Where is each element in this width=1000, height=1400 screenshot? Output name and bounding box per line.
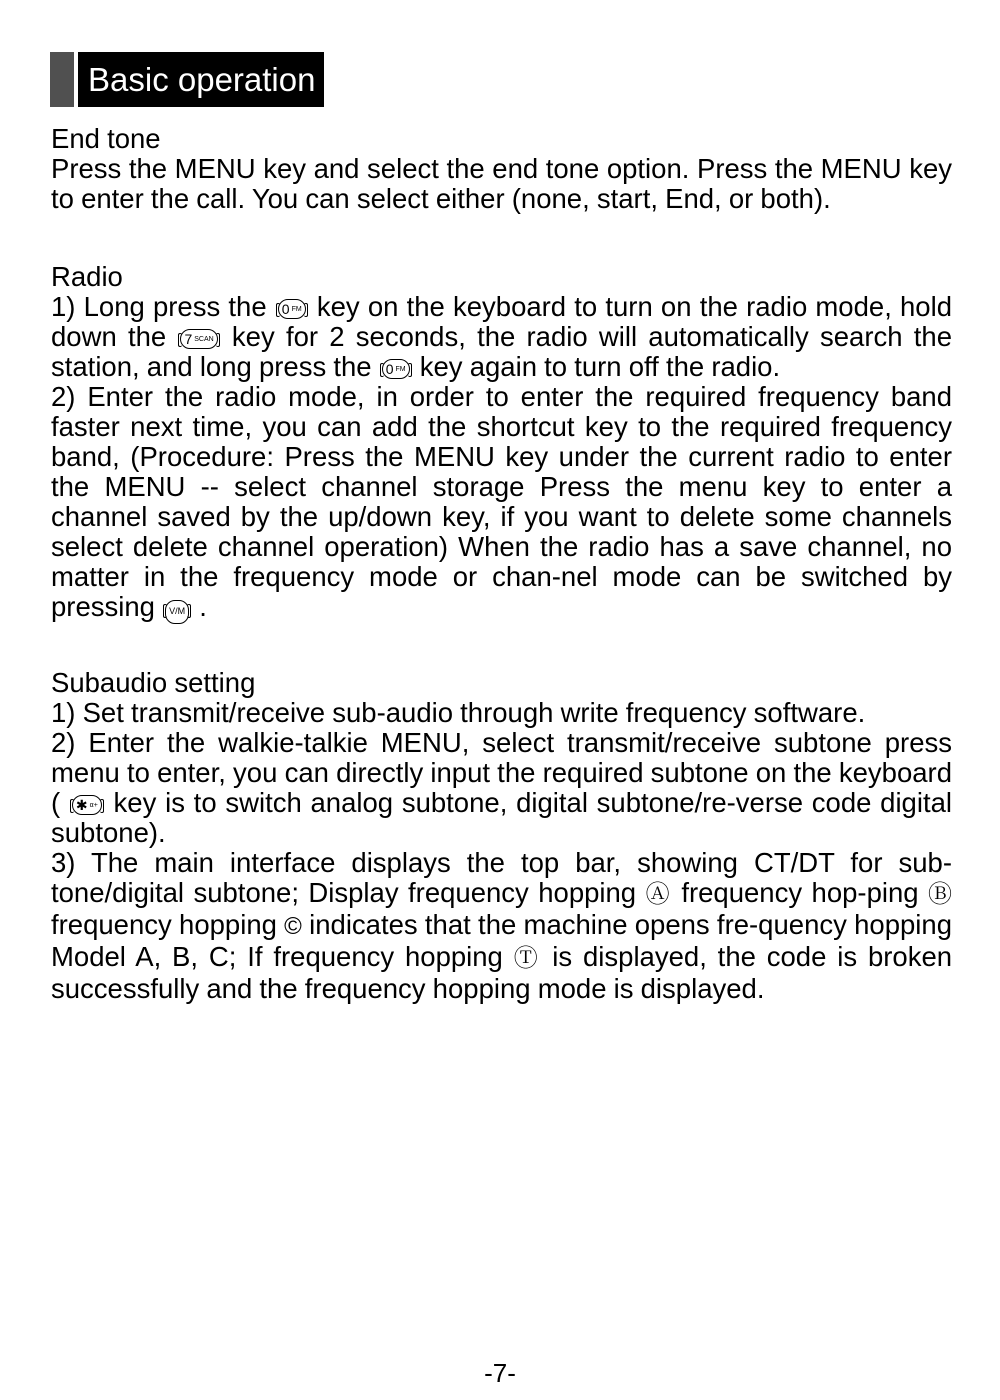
scan-key-icon [180, 329, 217, 349]
subaudio-p3-text-e: is displayed, the code is broken successfully and the frequency hopping mode is displayed. [51, 941, 953, 1004]
hopping-b-icon: Ⓑ [928, 881, 953, 908]
subaudio-paragraph-1: 1) Set transmit/receive sub-audio through write frequency software. [51, 697, 866, 728]
fm-key-icon [278, 299, 306, 319]
radio-section [51, 262, 952, 624]
radio-title: Radio [51, 261, 123, 292]
end-tone-text: Press the MENU key and select the end tone option. Press the MENU key to enter the call. You can select either (none, start, End, or both). [51, 153, 952, 214]
page-number: -7- [484, 1358, 516, 1388]
end-tone-title: End tone [51, 123, 161, 154]
radio-paragraph-1 [51, 292, 952, 382]
fm-key-icon [382, 359, 410, 379]
subaudio-p3-text-c: frequency hopping [51, 909, 277, 940]
scan-key-label: SCAN [194, 335, 214, 343]
star-key-symbol: ✱ [75, 797, 88, 813]
vm-key-icon [165, 600, 189, 624]
vm-key-label: V/M [169, 606, 186, 616]
subaudio-p2-text-b: key is to switch analog subtone, digital subtone/re-verse code digital subtone). [51, 787, 952, 848]
radio-paragraph-2 [51, 382, 952, 624]
subaudio-p3-text-a: 3) The main interface displays the top bar, showing CT/DT for sub-tone/digital subtone; Display frequency hopping [51, 847, 952, 908]
radio-p2-text-b: . [199, 591, 207, 622]
radio-p1-text-c: key for 2 seconds, the radio will automatically search the station, and long press the [51, 321, 953, 382]
fm-key-label: FM [291, 305, 302, 313]
subaudio-title: Subaudio setting [51, 667, 256, 698]
section-header [50, 52, 324, 107]
star-key-icon [72, 795, 102, 815]
radio-p1-text-d: key again to turn off the radio. [419, 351, 781, 382]
subaudio-section [51, 668, 952, 1004]
hopping-c-icon: © [284, 913, 302, 940]
hopping-a-icon: Ⓐ [645, 881, 672, 908]
end-tone-section [51, 124, 952, 214]
fm-key-digit: 0 [385, 361, 394, 377]
fm-key-digit: 0 [281, 301, 290, 317]
subaudio-p3-text-d: indicates that the machine opens fre-quency hopping Model A, B, C; If frequency hopping [51, 909, 952, 972]
page-title: Basic operation [78, 52, 324, 107]
hopping-t-icon: Ⓣ [513, 945, 542, 972]
subaudio-paragraph-2 [51, 728, 952, 848]
subaudio-p3-text-b: frequency hop-ping [681, 877, 919, 908]
subaudio-paragraph-3 [51, 848, 952, 1004]
subaudio-p2-text-a: 2) Enter the walkie-talkie MENU, select transmit/receive subtone press menu to enter, you can directly input the required subtone on the keyboard ( [51, 727, 952, 818]
radio-p1-text-a: 1) Long press the [51, 291, 267, 322]
scan-key-digit: 7 [184, 331, 193, 347]
fm-key-label: FM [395, 365, 406, 373]
radio-p2-text-a: 2) Enter the radio mode, in order to enter the required frequency band faster next time, you can add the shortcut key to the required frequency band, (Procedure: Press the MENU key under the current radio to enter the MENU -- select channel storage Press the menu key to enter a channel saved by the up/down key, if you want to delete some channels select delete channel operation) When the radio has a save channel, no matter in the frequency mode or chan-nel mode can be switched by pressing [51, 381, 952, 622]
star-key-label: α+ [89, 801, 98, 809]
radio-p1-text-b: key on the keyboard to turn on the radio mode, hold down the [51, 291, 952, 352]
header-accent-bar [50, 52, 74, 107]
